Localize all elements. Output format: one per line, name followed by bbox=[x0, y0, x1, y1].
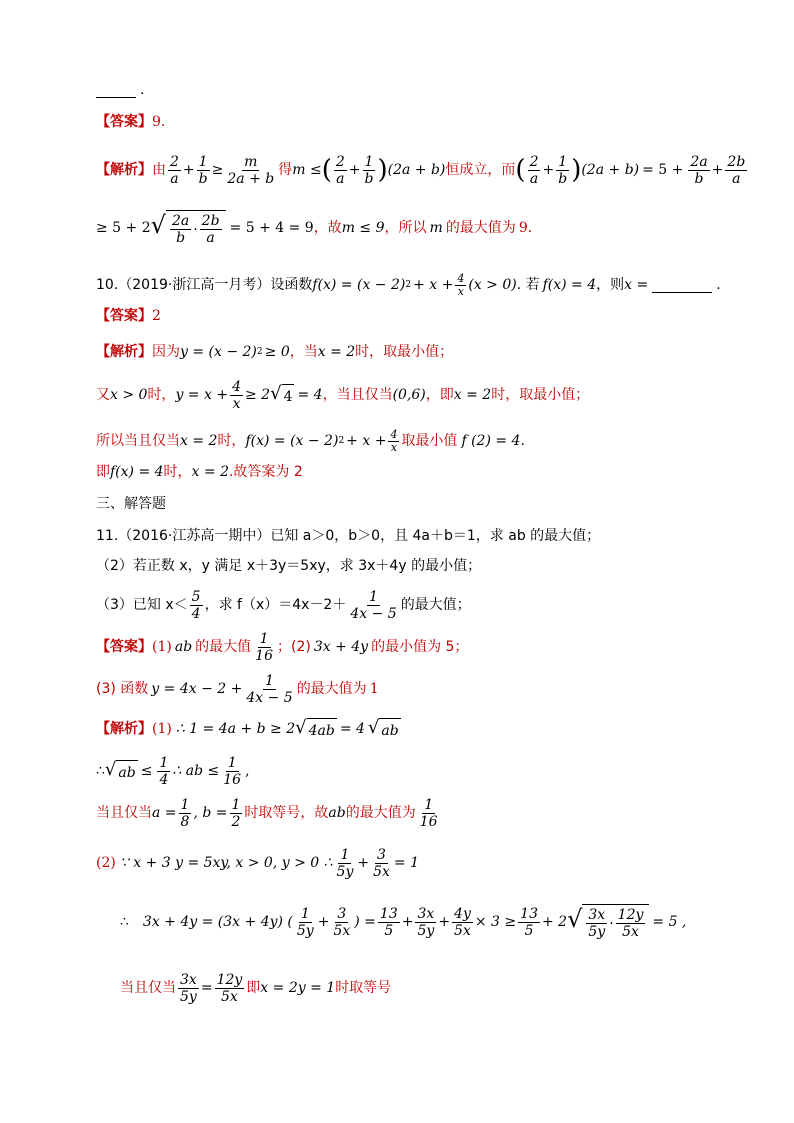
text: .故答案为 2 bbox=[228, 464, 303, 480]
math: f(x) = (x − 2) bbox=[312, 277, 406, 293]
sqrt: √ ab bbox=[104, 758, 136, 781]
sqrt: √ 4ab bbox=[295, 716, 335, 739]
text: (1) bbox=[152, 721, 172, 737]
math: a = bbox=[152, 805, 177, 821]
q10-analysis-line4 bbox=[96, 462, 303, 482]
text: ，所以 bbox=[384, 220, 427, 236]
op: + bbox=[317, 914, 330, 930]
math: x = 2 bbox=[191, 464, 229, 480]
math: = 5 + 4 = 9 bbox=[229, 220, 314, 236]
math: (2a + b) bbox=[387, 162, 446, 178]
text: 取最小值 bbox=[401, 433, 458, 449]
math: x = 2 bbox=[317, 344, 356, 360]
math: y = x + bbox=[175, 387, 229, 403]
math: (0,6) bbox=[392, 387, 426, 403]
text: ，当且仅当 bbox=[322, 387, 393, 403]
fraction: $\frac{5}{4}$ bbox=[191, 588, 201, 622]
analysis-tag: 【解析】 bbox=[96, 162, 152, 178]
fraction: $\frac{4y}{5x}$ bbox=[454, 905, 471, 939]
q10-analysis-line2 bbox=[96, 378, 589, 412]
q11-analysis-line3 bbox=[96, 796, 442, 830]
math: + x + bbox=[413, 277, 454, 293]
fraction: $\frac{3x}{5y}$ bbox=[180, 971, 197, 1005]
sqrt: √ ab bbox=[367, 716, 399, 739]
math: ∴ bbox=[96, 763, 105, 779]
math: , b = bbox=[193, 805, 228, 821]
fraction: $\frac{2b}{a}$ bbox=[201, 213, 220, 246]
text: (1) bbox=[152, 639, 172, 655]
text: 又 bbox=[96, 387, 110, 403]
op: + bbox=[401, 914, 414, 930]
math: + x + bbox=[346, 433, 387, 449]
fraction: $\frac{1}{4x - 5}$ bbox=[246, 672, 293, 706]
fraction: $\frac{2a}{b}$ bbox=[690, 153, 708, 187]
q11-analysis-line1 bbox=[96, 716, 401, 742]
text: . bbox=[520, 433, 525, 449]
fraction: $\frac{2a}{b}$ bbox=[171, 213, 190, 246]
fraction: $\frac{1}{8}$ bbox=[180, 796, 190, 830]
fraction: $\frac{1}{4}$ bbox=[159, 754, 169, 788]
op: + bbox=[711, 162, 724, 178]
math: = 5 + bbox=[642, 162, 684, 178]
fraction: $\frac{1}{5y}$ bbox=[296, 905, 314, 939]
op: + bbox=[438, 914, 451, 930]
text: (2) bbox=[96, 855, 116, 871]
text: 的最大值为 bbox=[345, 805, 416, 821]
q10-analysis-line3 bbox=[96, 424, 525, 458]
math: = bbox=[200, 980, 213, 996]
math: ∴ bbox=[120, 914, 129, 930]
math: + 2 bbox=[541, 914, 568, 930]
top-blank-line bbox=[96, 80, 144, 100]
text: 的最大值为 bbox=[296, 681, 367, 697]
fraction: $\frac{1}{16}$ bbox=[419, 796, 438, 830]
math: x > 0 bbox=[110, 387, 148, 403]
q11-stem1: 11.（2016·江苏高一期中）已知 a＞0，b＞0，且 4a＋b＝1，求 ab 的最大值； bbox=[96, 528, 601, 544]
text: ，即 bbox=[425, 387, 454, 403]
text: 得 bbox=[278, 162, 293, 178]
fraction: $\frac{1}{b}$ bbox=[558, 153, 568, 187]
math: x = 2y = 1 bbox=[260, 980, 336, 996]
answer-tag: 【答案】 bbox=[96, 639, 152, 655]
text: 时，取最小值； bbox=[491, 387, 590, 403]
fraction: $\frac{13}{5}$ bbox=[520, 905, 538, 939]
fraction: $\frac{4}{x}$ bbox=[232, 378, 241, 412]
math: f(x) = 4 bbox=[110, 464, 164, 480]
fraction: $\frac{1}{b}$ bbox=[198, 153, 208, 187]
text: 因为 bbox=[152, 344, 180, 360]
text: 所以当且仅当 bbox=[96, 433, 180, 449]
fraction: $\frac{3}{5x}$ bbox=[373, 846, 390, 880]
fraction: $\frac{13}{5}$ bbox=[379, 905, 398, 939]
op: ≥ bbox=[211, 162, 224, 178]
math: 3x + 4y = (3x + 4y) ( bbox=[142, 914, 293, 930]
fraction: $\frac{3x}{5y}$ bbox=[588, 907, 606, 940]
text: 即 bbox=[96, 464, 110, 480]
math: f(x) = 4 bbox=[542, 277, 597, 293]
text: 的最大值为 bbox=[445, 220, 516, 236]
math: x = 2 bbox=[453, 387, 492, 403]
text: 时， bbox=[217, 433, 246, 449]
text: 时， bbox=[163, 464, 192, 480]
answer-value: 9. bbox=[152, 114, 166, 130]
math: ≥ 2 bbox=[244, 387, 271, 403]
math: ∴ ab ≤ bbox=[172, 763, 220, 779]
fraction: $\frac{2}{a}$ bbox=[529, 153, 539, 187]
math: m ≤ bbox=[292, 162, 322, 178]
answer-value: 2 bbox=[152, 308, 161, 324]
text: ；(2) bbox=[276, 639, 311, 655]
value: 9. bbox=[518, 220, 533, 236]
math: ≥ 5 + 2 bbox=[96, 220, 151, 236]
fraction: $\frac{m}{2a + b}$ bbox=[227, 153, 275, 187]
sqrt: √ $\frac{2a}{b}$ · $\frac{2b}{a}$ bbox=[151, 210, 226, 246]
op: + bbox=[357, 855, 370, 871]
text: 的最大值 bbox=[195, 639, 252, 655]
q11-analysis-line5 bbox=[120, 902, 686, 942]
fraction: $\frac{1}{16}$ bbox=[255, 630, 273, 664]
text: , bbox=[245, 763, 250, 779]
math: m bbox=[429, 220, 443, 236]
math: x = bbox=[624, 277, 649, 293]
value: 1 bbox=[369, 681, 379, 697]
math: ab bbox=[174, 639, 193, 655]
math: × 3 ≥ bbox=[474, 914, 517, 930]
q11-stem2: （2）若正数 x，y 满足 x＋3y＝5xy，求 3x＋4y 的最小值； bbox=[96, 558, 482, 574]
q10-stem bbox=[96, 268, 721, 302]
analysis-tag: 【解析】 bbox=[96, 344, 152, 360]
math: = 5 , bbox=[652, 914, 687, 930]
text: 恒成立，而 bbox=[445, 162, 516, 178]
text: ，则 bbox=[596, 277, 625, 293]
section-title: 三、解答题 bbox=[96, 496, 166, 512]
text: 由 bbox=[152, 162, 166, 178]
text: 时，取最小值； bbox=[355, 344, 454, 360]
fraction: $\frac{12y}{5x}$ bbox=[617, 907, 644, 940]
math: (2a + b) bbox=[581, 162, 640, 178]
text: （3）已知 x＜ bbox=[96, 597, 188, 613]
math: ab bbox=[328, 805, 346, 821]
q11-stem3 bbox=[96, 588, 471, 622]
q11-answer-line1 bbox=[96, 630, 468, 664]
text: . bbox=[716, 277, 721, 293]
question-number: 10.（2019·浙江高一月考）设函数 bbox=[96, 277, 313, 293]
op: + bbox=[182, 162, 195, 178]
text: 的最小值为 5； bbox=[371, 639, 469, 655]
fraction: $\frac{3}{5x}$ bbox=[333, 905, 351, 939]
text: 当且仅当 bbox=[96, 805, 152, 821]
math: m ≤ 9 bbox=[341, 220, 385, 236]
math: x = 2 bbox=[180, 433, 218, 449]
q11-analysis-line4 bbox=[96, 846, 419, 880]
q11-analysis-line2 bbox=[96, 754, 250, 788]
text: . 若 bbox=[516, 277, 540, 293]
text: 时取等号 bbox=[335, 980, 392, 996]
math: ∴ 1 = 4a + b ≥ 2 bbox=[175, 721, 296, 737]
paren: ( bbox=[515, 155, 526, 185]
fraction: $\frac{3x}{5y}$ bbox=[417, 905, 435, 939]
fraction: $\frac{1}{5y}$ bbox=[336, 846, 354, 880]
exponent: 2 bbox=[405, 280, 412, 290]
text: ，当 bbox=[289, 344, 318, 360]
math: ) = bbox=[354, 914, 376, 930]
q9-analysis-line2 bbox=[96, 208, 532, 248]
math: f (2) = 4 bbox=[461, 433, 521, 449]
fraction: $\frac{12y}{5x}$ bbox=[216, 971, 243, 1005]
paren: ) bbox=[571, 155, 582, 185]
text: 时取等号，故 bbox=[244, 805, 329, 821]
math: 3x + 4y bbox=[313, 639, 369, 655]
q10-answer bbox=[96, 306, 161, 326]
op: + bbox=[348, 162, 361, 178]
math: ≤ bbox=[140, 763, 153, 779]
sqrt: √ 4 bbox=[270, 382, 293, 405]
q9-answer bbox=[96, 112, 165, 132]
fraction: $\frac{2}{a}$ bbox=[335, 153, 345, 187]
fraction: $\frac{4}{x}$ bbox=[390, 427, 398, 454]
answer-blank bbox=[96, 83, 136, 98]
sqrt: √ $\frac{3x}{5y}$ · $\frac{12y}{5x}$ bbox=[567, 904, 649, 940]
fraction: $\frac{1}{b}$ bbox=[364, 153, 374, 187]
text: (3) 函数 bbox=[96, 681, 149, 697]
q11-answer-line2 bbox=[96, 672, 379, 706]
math: ∵ x + 3 y = 5xy, x > 0, y > 0 ∴ bbox=[119, 855, 333, 871]
fraction: $\frac{1}{16}$ bbox=[223, 754, 242, 788]
text: ，求 f（x）＝4x－2＋ bbox=[204, 597, 347, 613]
text: 当且仅当 bbox=[120, 980, 176, 996]
math: y = (x − 2) bbox=[180, 344, 257, 360]
math: (x > 0) bbox=[468, 277, 517, 293]
paren: ) bbox=[377, 155, 388, 185]
blank-period: . bbox=[140, 82, 145, 98]
answer-tag: 【答案】 bbox=[96, 114, 152, 130]
math: f(x) = (x − 2) bbox=[245, 433, 339, 449]
fraction: $\frac{1}{4x - 5}$ bbox=[350, 588, 397, 622]
q9-analysis-line1 bbox=[96, 150, 749, 190]
paren: ( bbox=[321, 155, 332, 185]
fraction: $\frac{1}{2}$ bbox=[231, 796, 241, 830]
math: ≥ 0 bbox=[264, 344, 290, 360]
fraction: $\frac{4}{x}$ bbox=[457, 271, 465, 298]
text: 的最大值； bbox=[400, 597, 471, 613]
text: 即 bbox=[246, 980, 261, 996]
math: = 1 bbox=[393, 855, 419, 871]
answer-blank bbox=[652, 278, 712, 293]
exponent: 2 bbox=[256, 347, 263, 357]
math: y = 4x − 2 + bbox=[151, 681, 243, 697]
analysis-tag: 【解析】 bbox=[96, 721, 152, 737]
fraction: $\frac{2}{a}$ bbox=[170, 153, 179, 187]
q10-analysis-line1 bbox=[96, 342, 453, 362]
fraction: $\frac{2b}{a}$ bbox=[727, 153, 746, 187]
op: + bbox=[542, 162, 555, 178]
math: = 4 bbox=[297, 387, 323, 403]
text: ，故 bbox=[313, 220, 342, 236]
math: = 4 bbox=[339, 721, 365, 737]
answer-tag: 【答案】 bbox=[96, 308, 152, 324]
text: 时， bbox=[147, 387, 176, 403]
q11-analysis-line6 bbox=[120, 968, 391, 1008]
exponent: 2 bbox=[338, 436, 345, 446]
